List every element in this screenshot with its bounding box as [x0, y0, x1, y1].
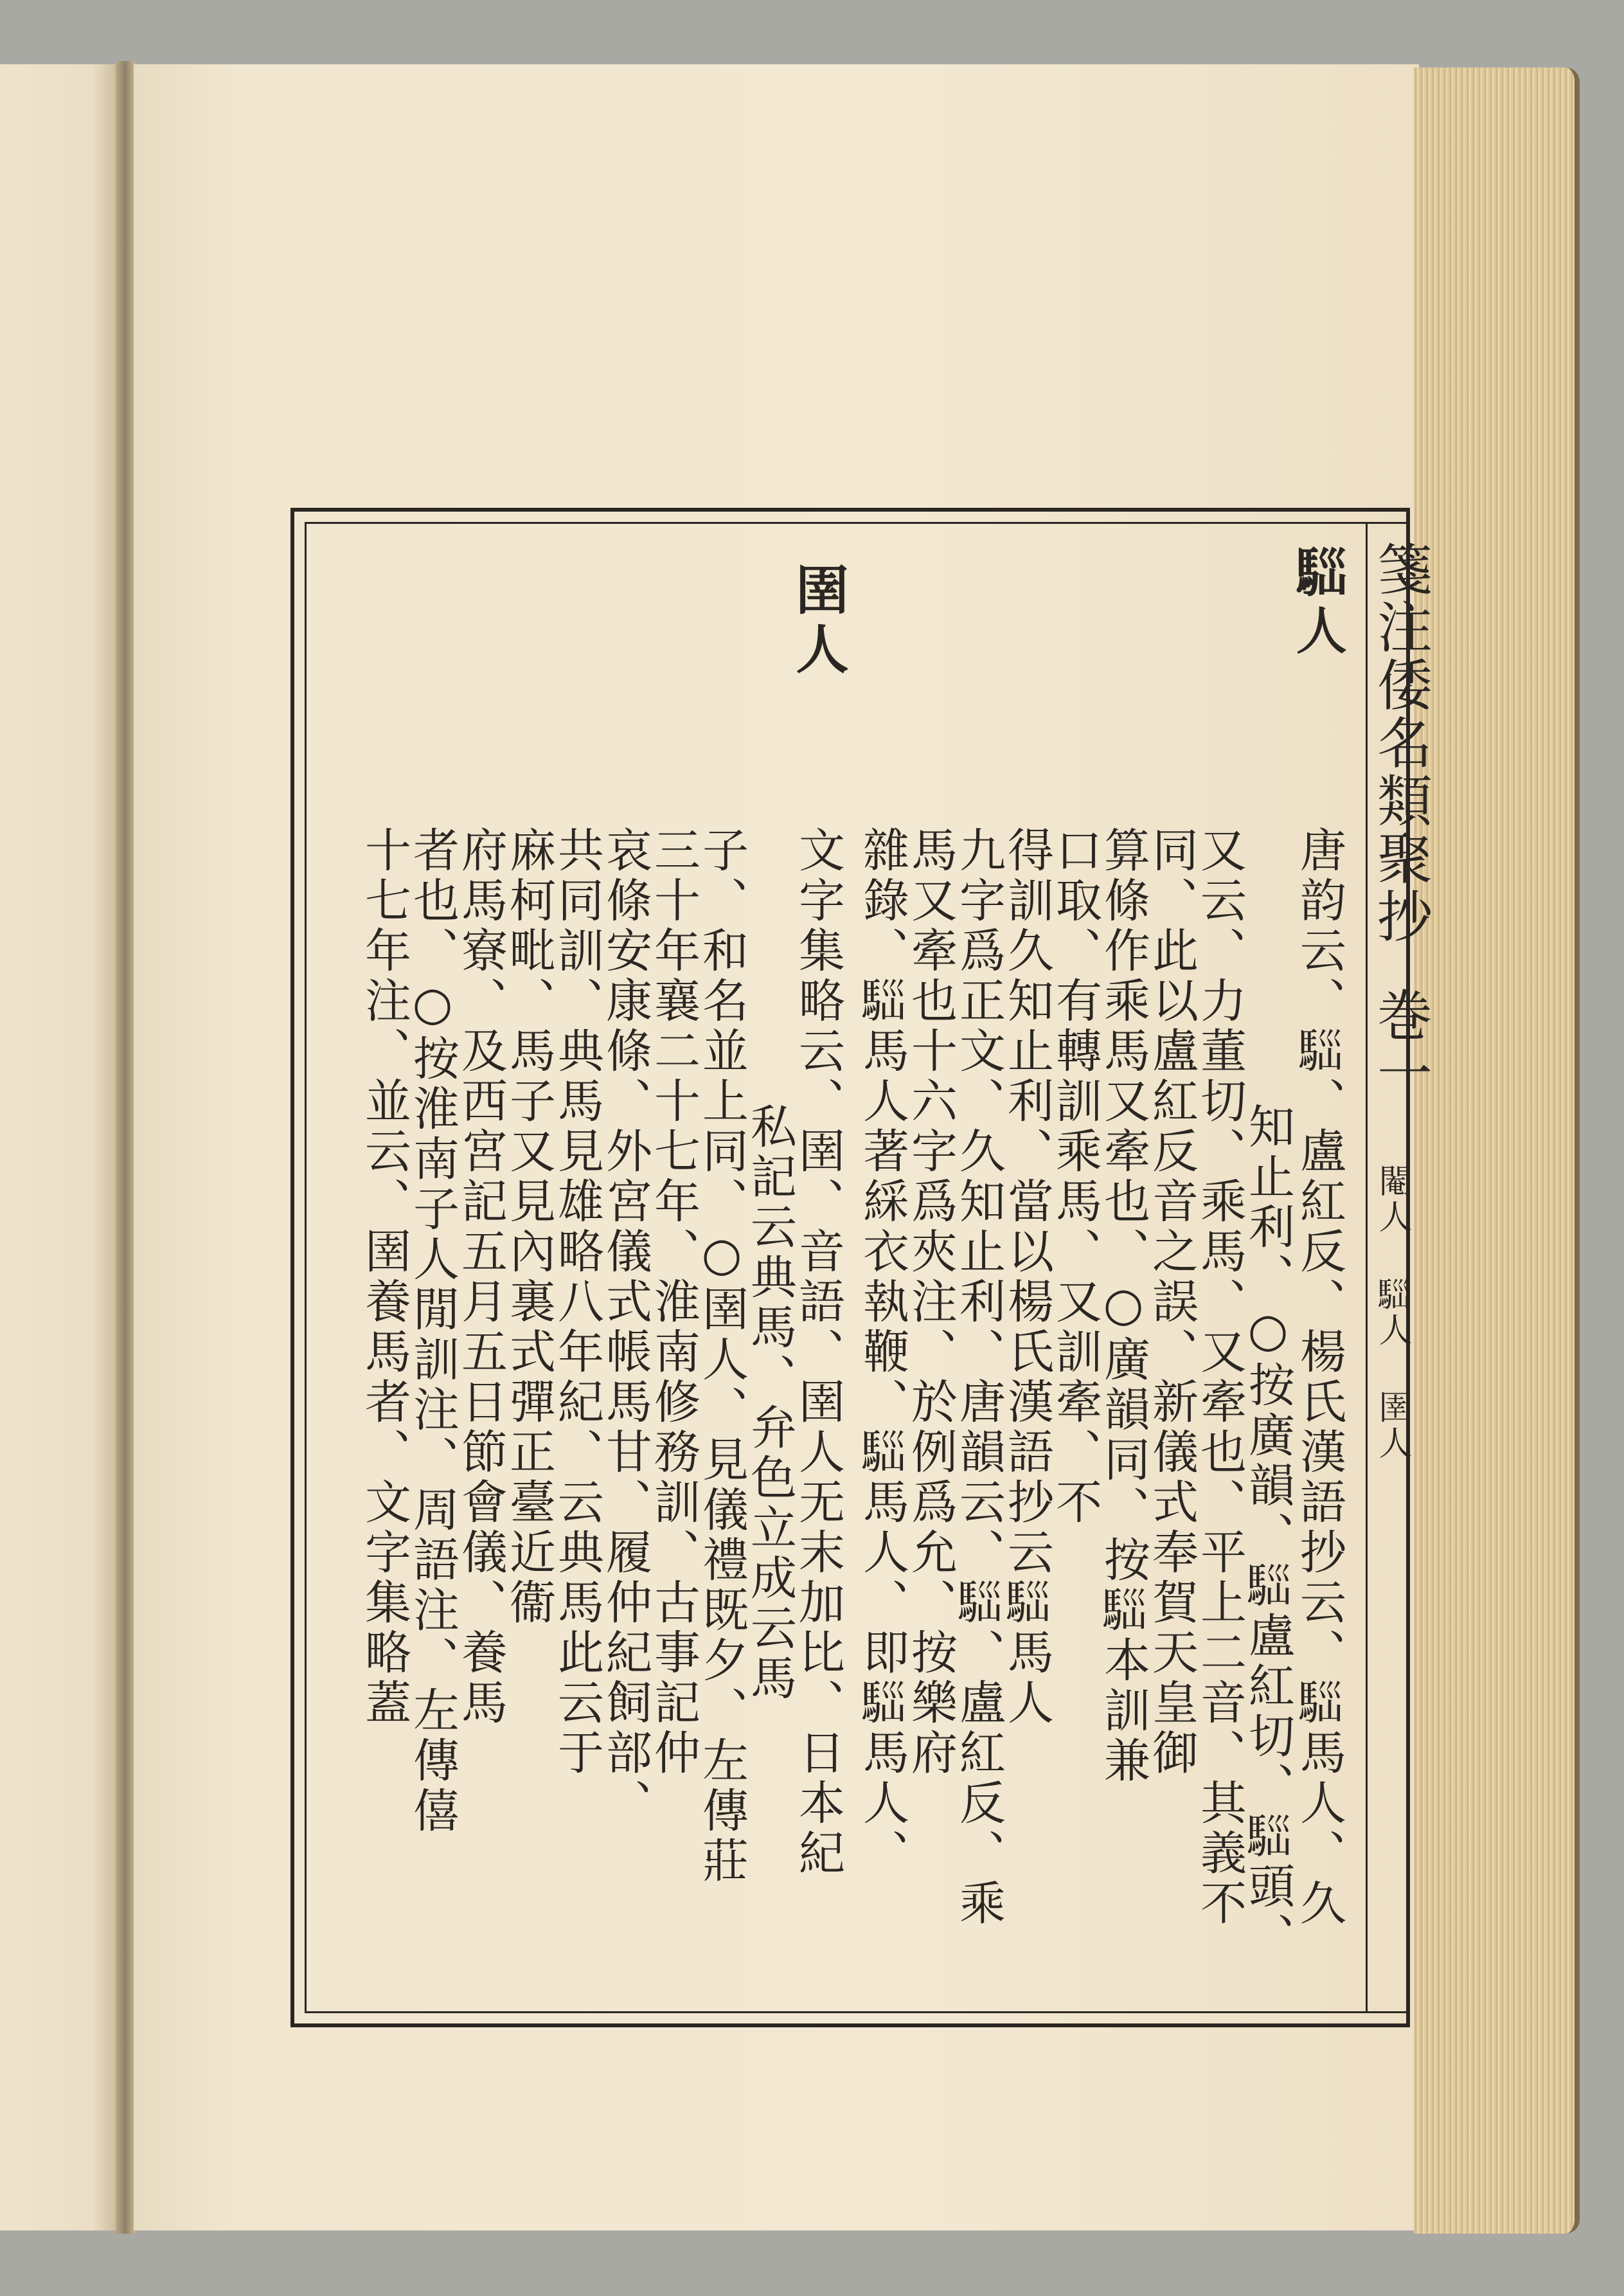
running-title: 箋注倭名類聚抄 — [1368, 541, 1432, 946]
entry-1-column-10: 雜錄、𩣃馬人著綵衣執鞭、𩣃馬人、即𩣃馬人、 — [855, 826, 909, 1879]
side-heading: 閹人 𩣃人 圉人 — [1373, 1163, 1411, 1462]
previous-page — [0, 64, 116, 2230]
entry-2-column-7: 麻柯毗、馬子又見內裏式彈正臺近衞 — [502, 826, 556, 1628]
volume-label: 巻一 — [1368, 987, 1432, 1102]
entry-heading-1: 𩣃人 — [1289, 543, 1350, 661]
entry-1-column-6: 口取、有轉訓乘馬、又訓牽、不 — [1048, 826, 1102, 1528]
entry-1-column-2: 知止利、○按廣韻、𩣃盧紅切、𩣃頭、 — [1241, 1102, 1295, 1962]
entry-2-column-9: 者也、○按淮南子人閒訓注、周語注、左傳僖 — [406, 826, 460, 1836]
text-frame — [290, 508, 1432, 2027]
entry-1-column-9: 馬又牽也十六字爲夾注、於例爲允、按樂府 — [904, 826, 958, 1779]
entry-1-column-7: 得訓久知止利、當以楊氏漢語抄云𩣃馬人 — [1000, 826, 1054, 1728]
entry-2-column-4: 三十年襄二十七年、淮南修務訓、古事記仲 — [647, 826, 700, 1779]
page-edges — [1414, 67, 1580, 2234]
entry-2-column-5: 哀條安康條、外宮儀式帳馬甘、履仲紀飼部、 — [598, 826, 652, 1829]
book-gutter — [116, 61, 135, 2234]
entry-2-column-10: 十七年注、並云、圉養馬者、文字集略蓋 — [357, 826, 411, 1728]
entry-2-column-2: 私記云典馬、弁色立成云馬 — [743, 1102, 797, 1704]
entry-1-column-1: 唐韵云、𩣃、盧紅反、楊氏漢語抄云、𩣃馬人、久 — [1292, 826, 1346, 1929]
entry-2-column-6: 共同訓、典馬見雄略八年紀、云典馬此云于 — [550, 826, 604, 1779]
entry-1-column-4: 同、此以盧紅反音之誤、新儀式奉賀天皇御 — [1145, 826, 1199, 1779]
entry-2-column-8: 府馬寮、及西宮記五月五日節會儀、養馬 — [454, 826, 508, 1728]
text-frame-inner — [305, 522, 1432, 2013]
entry-1-column-8: 九字爲正文、久知止利、唐韻云、𩣃、盧紅反、乘 — [952, 826, 1006, 1929]
entry-2-column-3: 子、和名並上同、○圉人、見儀禮既夕、左傳莊 — [695, 826, 749, 1887]
entry-1-column-3: 又云、力董切、乘馬、又牽也、平上二音、其義不 — [1193, 826, 1247, 1929]
entry-1-column-5: 算條作乘馬又牽也、○廣韻同、按𩣃本訓兼 — [1096, 826, 1150, 1786]
entry-heading-2: 圉人 — [787, 562, 849, 681]
entry-2-column-1: 文字集略云、圉、音語、圉人无末加比、日本紀 — [791, 826, 845, 1879]
